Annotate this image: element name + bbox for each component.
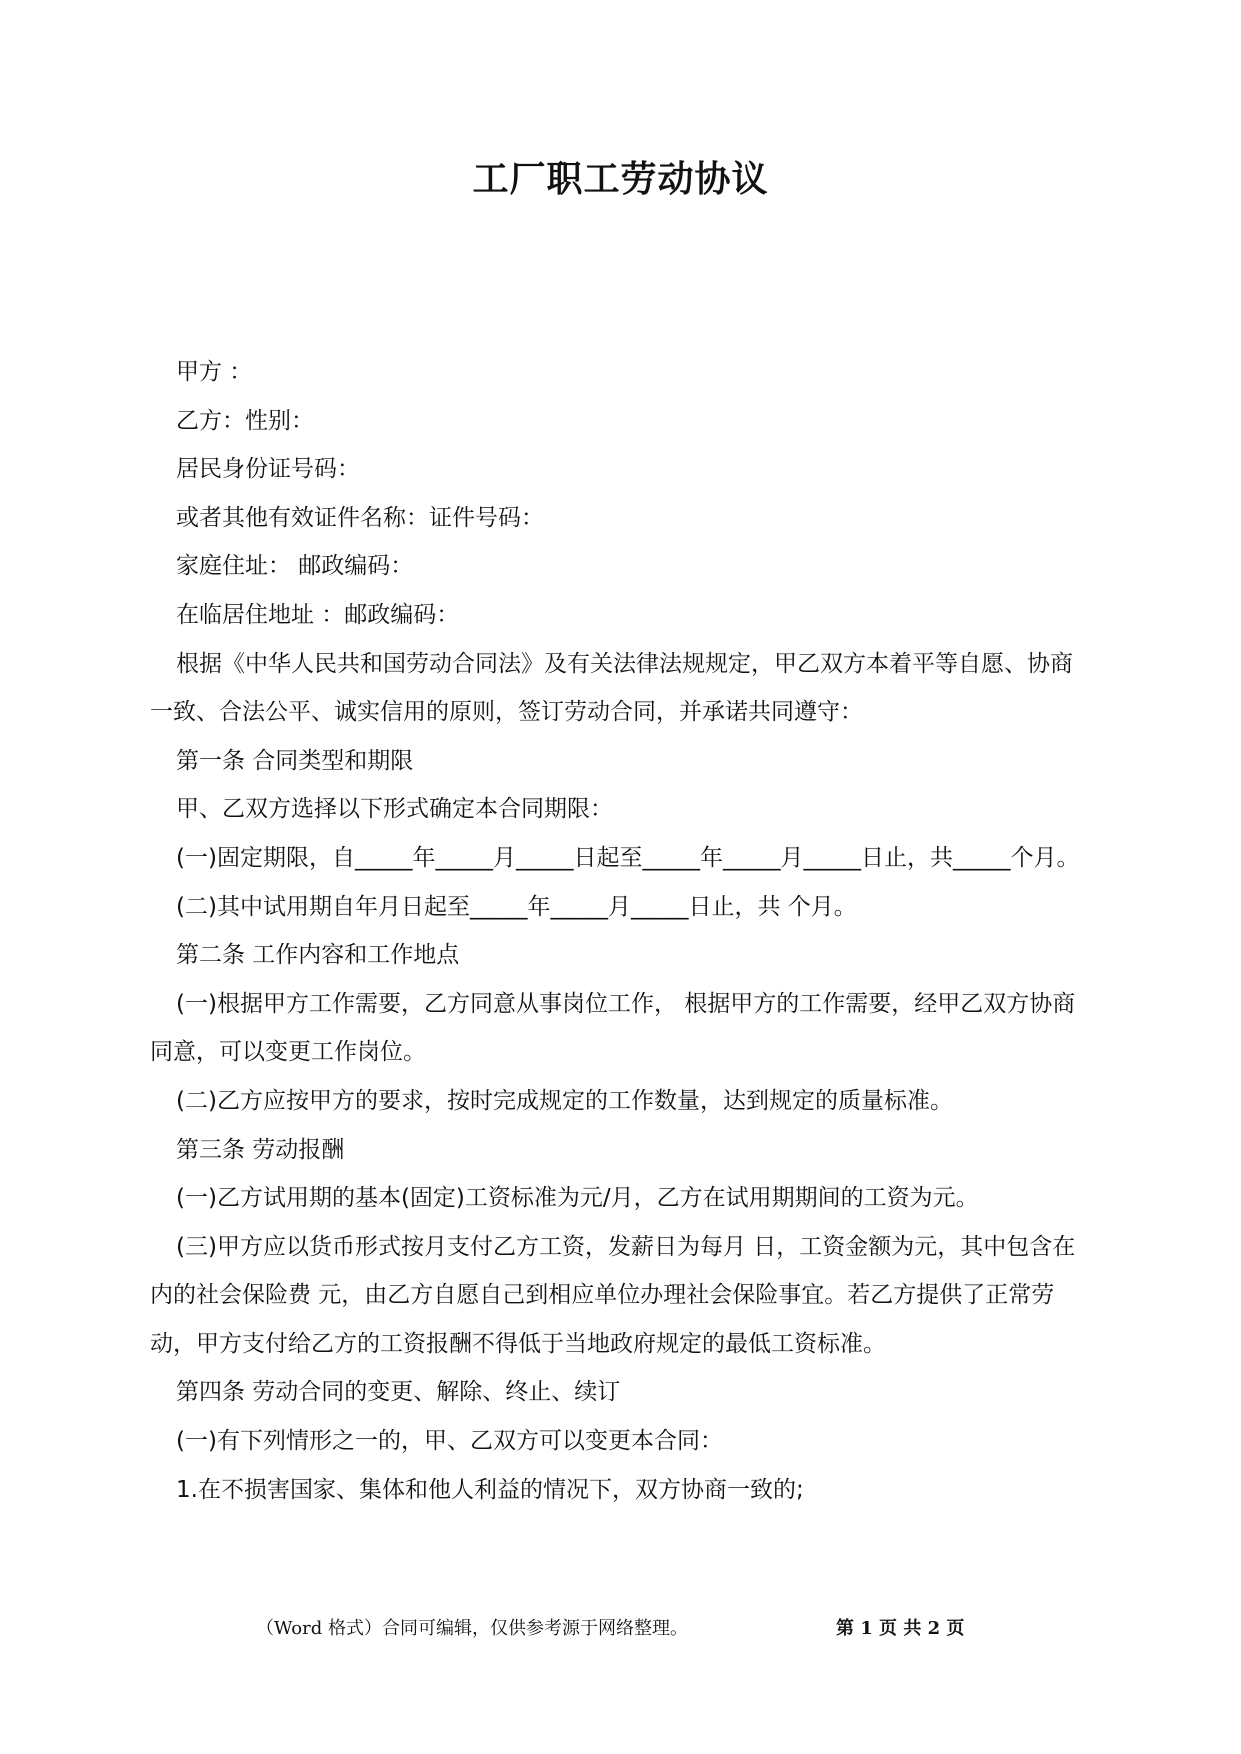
paragraph-party-b: 乙方：性别： [176,407,314,434]
section-heading-1: 第一条 合同类型和期限 [176,747,414,774]
paragraph-other-id: 或者其他有效证件名称：证件号码： [176,504,544,531]
page-footer [0,1614,1241,1644]
paragraph-preamble: 根据《中华人民共和国劳动合同法》及有关法律法规规定，甲乙双方本着平等自愿、协商一致、合法公平、诚实信用的原则，签订劳动合同，并承诺共同遵守： [150,650,1073,726]
paragraph: 甲、乙双方选择以下形式确定本合同期限： [176,796,613,823]
paragraph: 1.在不损害国家、集体和他人利益的情况下，双方协商一致的; [176,1476,804,1503]
paragraph: (一)固定期限，自_____年_____月_____日起至_____年_____月_____日止，共_____个月。 [176,844,1080,871]
paragraph: (二)乙方应按甲方的要求，按时完成规定的工作数量，达到规定的质量标准。 [176,1087,953,1114]
paragraph-home-address: 家庭住址： 邮政编码： [176,553,414,580]
paragraph-temp-address: 在临居住地址 ：邮政编码： [176,601,460,628]
paragraph: (一)乙方试用期的基本(固定)工资标准为元/月，乙方在试用期期间的工资为元。 [176,1185,979,1212]
paragraph: (一)根据甲方工作需要，乙方同意从事岗位工作， 根据甲方的工作需要，经甲乙双方协商同意，可以变更工作岗位。 [150,990,1076,1066]
section-heading-2: 第二条 工作内容和工作地点 [176,942,460,969]
section-heading-3: 第三条 劳动报酬 [176,1136,345,1163]
section-heading-4: 第四条 劳动合同的变更、解除、终止、续订 [176,1379,621,1406]
paragraph: (一)有下列情形之一的，甲、乙双方可以变更本合同： [176,1428,723,1455]
paragraph-party-a: 甲方 ： [176,359,253,385]
page-title: 工厂职工劳动协议 [472,159,769,200]
paragraph-id-number: 居民身份证号码： [176,456,360,483]
page-indicator: 第 1 页 共 2 页 [836,1618,965,1639]
footer-note: （Word 格式）合同可编辑，仅供参考源于网络整理。 [256,1618,688,1639]
paragraph: (二)其中试用期自年月日起至_____年_____月_____日止，共 个月。 [176,893,857,920]
paragraph: (三)甲方应以货币形式按月支付乙方工资，发薪日为每月 日，工资金额为元，其中包含在内的社会保险费 元，由乙方自愿自己到相应单位办理社会保险事宜。若乙方提供了正常劳动，甲方支付给乙方的工资报酬不得低于当地政府规定的最低工资标准。 [150,1233,1076,1357]
document-body [150,348,1090,1514]
